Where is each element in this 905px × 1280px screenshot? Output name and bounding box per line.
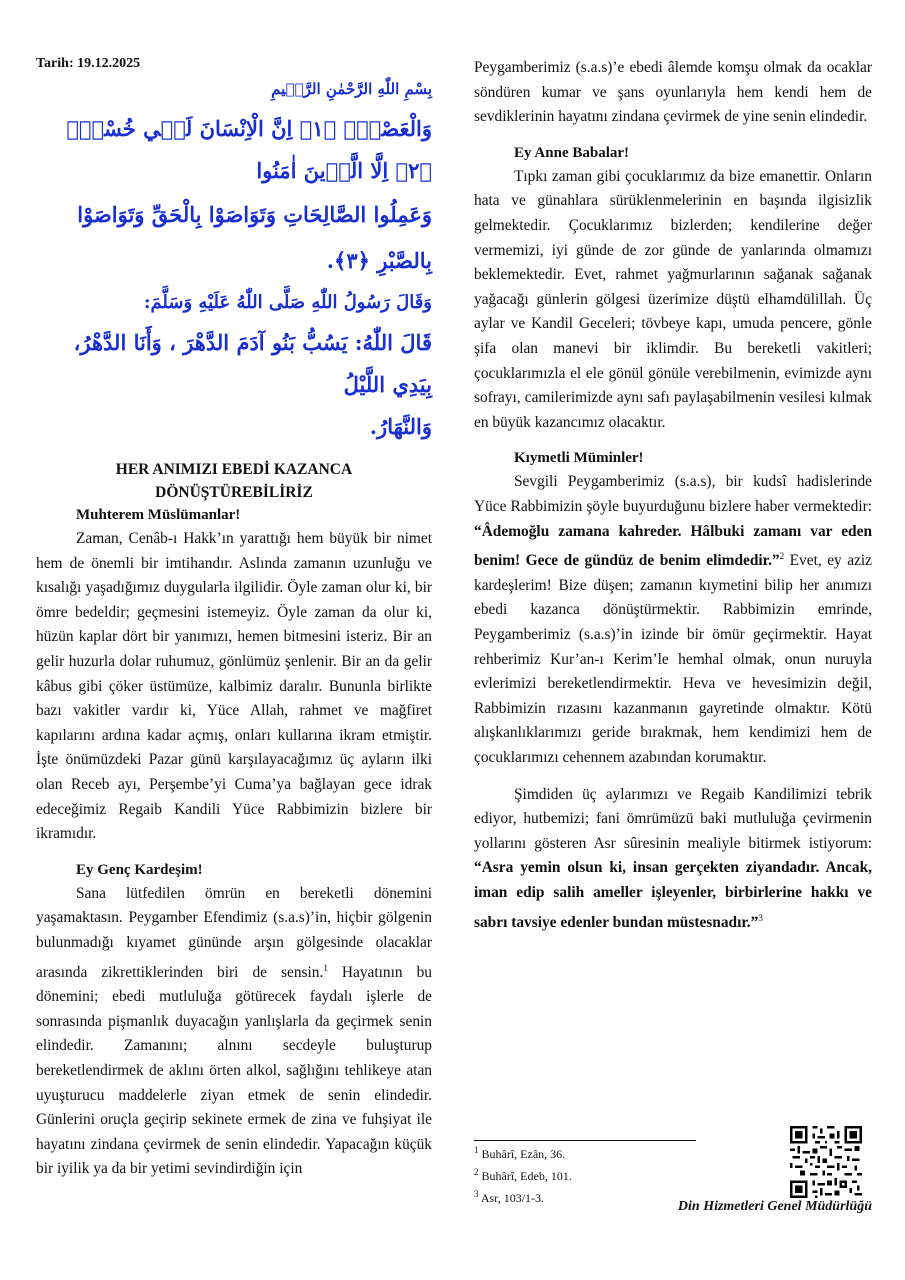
section-heading-2: Ey Genç Kardeşim! [76, 861, 203, 878]
footnote-ref-2: 2 [779, 551, 785, 562]
paragraph-1: Zaman, Cenâb-ı Hakk’ın yarattığı hem büyük bir nimet hem de önemli bir imtihandır. Aslında zamanın uzunluğu ve kısalığı yaşadığımız duygularla ilgilidir. Öyle zaman olur ki, bir ömre bedeldir; geçmesini istemeyiz. Öyle zaman da olur ki, hüzün kaplar dört bir yanımızı, hemen bitmesini isteriz. Bir an gelir huzurla dolar ruhumuz, gönlümüz şenlenir. Bir an da gelir kâbus gibi çöker üstümüze, kalbimiz daralır. Bununla birlikte bazı vakitler vardır ki, Yüce Allah, rahmet ve mağfiret kapılarını ardına kadar açmış, onları kullarına ikram etmiştir. İşte önümüzdeki Pazar günü karşılayacağımız üç ayların ilki olan Receb ayı, Perşembe’yi Cuma’ya bağlayan gece idrak edeceğimiz Regaib Kandili Yüce Rabbimizin bizlere bir ikramıdır. [36, 530, 432, 843]
sermon-title [36, 458, 432, 504]
signature: Din Hizmetleri Genel Müdürlüğü [677, 1199, 872, 1214]
bismillah-calligraphy: بِسْمِ اللّٰهِ الرَّحْمٰنِ الرَّح۪يمِ [271, 80, 432, 98]
footnote-ref-1: 1 [323, 962, 328, 973]
sermon-title-line-1: HER ANIMIZI EBEDİ KAZANCA [115, 461, 353, 478]
date-label: Tarih: 19.12.2025 [36, 56, 141, 71]
footnote-text-1: Buhârî, Ezân, 36. [478, 1147, 566, 1161]
paragraph-4 [474, 470, 872, 770]
paragraph-2 [36, 882, 432, 1182]
footnote-2 [474, 1163, 694, 1185]
arabic-verse-line-1: وَالْعَصْرِۙ ﴿١﴾ اِنَّ الْاِنْسَانَ لَف۪ي خُسْرٍۙ ﴿٢﴾ اِلَّا الَّذ۪ينَ اٰمَنُوا [66, 116, 432, 183]
footnote-1 [474, 1141, 694, 1163]
footnote-ref-3: 3 [758, 912, 763, 923]
paragraph-5-part-a: Şimdiden üç aylarımızı ve Regaib Kandilimizi tebrik ediyor, hutbemizi; fani ömrümüzü baki mutluluğa çevirmenin yollarını gösteren Asr sûresinin mealiyle bitirmek istiyorum: [474, 785, 872, 852]
arabic-hadith-line-1: قَالَ اللّٰهُ: يَسُبُّ بَنُو آدَمَ الدَّهْرَ ، وَأَنَا الدَّهْرُ، بِيَدِي اللَّيْلُ [73, 330, 432, 397]
footnotes [474, 1126, 694, 1207]
arabic-verse-line-2: وَعَمِلُوا الصَّالِحَاتِ وَتَوَاصَوْا بِالْحَقِّ وَتَوَاصَوْا بِالصَّبْرِ ﴿٣﴾. [77, 202, 432, 273]
section-heading-3: Ey Anne Babalar! [514, 144, 630, 161]
paragraph-4-part-a: Sevgili Peygamberimiz (s.a.s), bir kudsî hadislerinde Yüce Rabbimizin şöyle buyurduğunu bizlere haber vermektedir: [474, 473, 872, 515]
sermon-title-line-2: DÖNÜŞTÜREBİLİRİZ [155, 484, 313, 501]
qr-code[interactable] [790, 1126, 862, 1198]
arabic-hadith-line-2: وَالنَّهَارُ. [369, 414, 432, 439]
footnote-num-2: 2 [474, 1167, 479, 1177]
paragraph-2-continued: Peygamberimiz (s.a.s)’e ebedi âlemde komşu olmak da ocaklar söndüren kumar ve şans oyunlarıyla hem kendi hem de sevdiklerinin hayatını zindana çevirmek de yine senin elindedir. [474, 59, 872, 126]
paragraph-2-part-a: Sana lütfedilen ömrün en bereketli dönemini yaşamaktasın. Peygamber Efendimiz (s.a.s)’in, hiçbir gölgenin bulunmadığı kıyamet gününde arşın gölgesinde olacaklar arasında zikrettiklerinden biri de sensin. [36, 884, 432, 981]
footnote-text-2: Buhârî, Edeb, 101. [478, 1169, 572, 1183]
paragraph-2-part-b: Hayatının bu dönemini; ebedi mutluluğa götürecek faydalı işlerle de sonrasında pişmanlık duyacağın yanlışlarla da geçirmek senin elindedir. Zamanını; alnını secdeyle buluşturup bereketlendirmek de aklını örten alkol, sağlığını tehlikeye atan uyuşturucu maddelerle ziyan etmek de senin elindedir. Günlerini oruçla geçirip sekinete ermek de zina ve fuhşiyat ile hayatını zindana çevirmek de senin elindedir. Yapacağın küçük bir iyilik ya da bir yetimi sevindirdiğin için [36, 963, 432, 1178]
paragraph-3: Tıpkı zaman gibi çocuklarımız da bize emanettir. Onların hata ve günahlara sürüklenmelerinin en başında ilgisizlik gelmektedir. Çocuklarımız bizlerden; kendilerine değer vermemizi, iyi günde de zor günde de yanlarında olmamızı beklemektedir. Evet, rahmet yağmurlarının sağanak sağanak yağacağı günlerin gölgesi üzerimize düştü elhamdülillah. Üç aylar ve Kandil Geceleri; tövbeye kapı, umuda pencere, gönle şifa olan manevi bir iklimdir. Bu bereketli vakitleri; çocuklarımızla el ele gönül gönüle verebilmenin, evimizde aynı sofrayı, camilerimizde aynı safı paylaşabilmenin vesilesi kılmak en büyük kazancımız olacaktır. [474, 167, 872, 431]
paragraph-5 [474, 783, 872, 936]
footnote-3 [474, 1185, 694, 1207]
left-column [36, 56, 432, 1182]
paragraph-4-part-b: Evet, ey aziz kardeşlerim! Bize düşen; zamanın kıymetini bilip her anımızı ebedi kazanca dönüştürmektir. Rabbimizin emrinde, Peygamberimiz (s.a.s)’in izinde bir ömür geçirmektir. Hayat rehberimiz Kur’an-ı Kerim’le hemhal olmak, onun nuruyla evlerimizi bereketlendirmektir. Heva ve hevesimizin değil, Rabbimizin rızasını kazanmanın gayretinde olmaktır. Kötü alışkanlıklarımızı geride bırakmak, hem kendimizi hem de çocuklarımızı cehennem azabından korumaktır. [474, 552, 872, 766]
arabic-hadith-intro: وَقَالَ رَسُولُ اللّٰهِ صَلَّى اللّٰهُ عَلَيْهِ وَسَلَّمَ: [143, 292, 432, 313]
footnote-text-3: Asr, 103/1-3. [478, 1191, 545, 1205]
hadith-quote: “Âdemoğlu zamana kahreder. Hâlbuki zamanı var eden benim! Gece de gündüz de benim elimdedir.” [474, 522, 872, 570]
section-heading-1: Muhterem Müslümanlar! [76, 507, 241, 523]
verse-meaning-quote: “Asra yemin olsun ki, insan gerçekten ziyandadır. Ancak, iman edip salih ameller işleyenler, birbirlerine hakkı ve sabrı tavsiye edenler bundan müstesnadır.” [474, 859, 872, 931]
section-heading-4: Kıymetli Müminler! [514, 450, 644, 467]
footnote-num-1: 1 [474, 1145, 479, 1155]
footnote-num-3: 3 [474, 1189, 479, 1199]
right-column [474, 56, 872, 935]
